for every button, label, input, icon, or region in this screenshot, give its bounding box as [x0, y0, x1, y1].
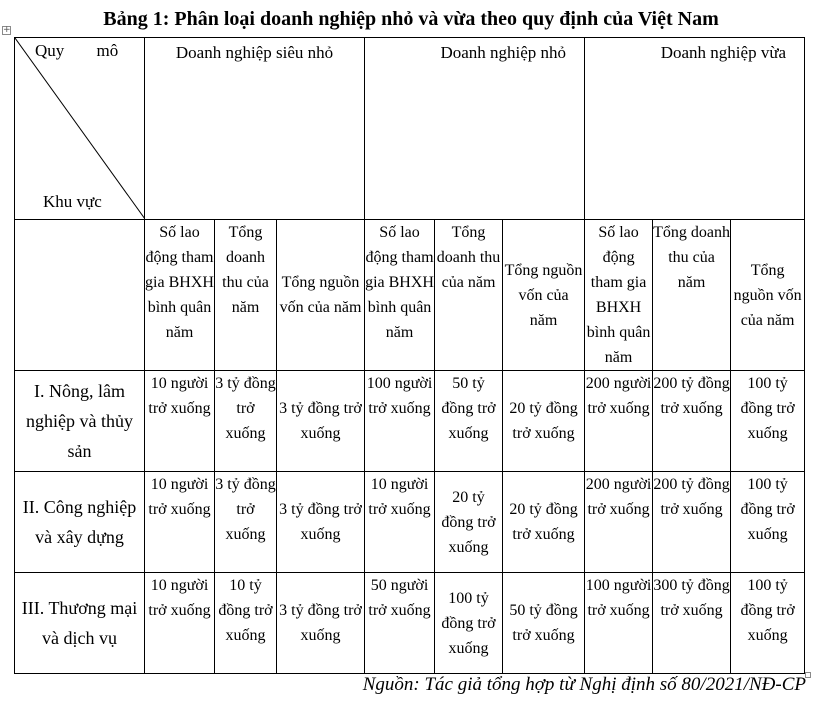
corner-label-scale: Quy mô — [35, 41, 119, 60]
subheader-medium-revenue: Tổng doanh thu của năm — [653, 220, 731, 371]
group-header-medium: Doanh nghiệp vừa — [585, 38, 805, 220]
source-note: Nguồn: Tác giả tổng hợp từ Nghị định số 80/2021/NĐ-CP — [362, 674, 806, 695]
row-label-agriculture: I. Nông, lâm nghiệp và thủy sản — [15, 371, 145, 472]
subheader-small-capital: Tổng nguồn vốn của năm — [503, 220, 585, 371]
table-row — [15, 573, 805, 674]
row-label-industry: II. Công nghiệp và xây dựng — [15, 472, 145, 573]
table-cell: 50 tỷ đồng trở xuống — [503, 573, 585, 674]
table-cell: 200 người trở xuống — [585, 371, 653, 472]
subheader-row — [15, 220, 805, 371]
table-cell: 3 tỷ đồng trở xuống — [277, 371, 365, 472]
table-cell: 100 tỷ đồng trở xuống — [435, 573, 503, 674]
table-cell: 200 tỷ đồng trở xuống — [653, 371, 731, 472]
table-cell: 3 tỷ đồng trở xuống — [277, 573, 365, 674]
subheader-micro-revenue: Tổng doanh thu của năm — [215, 220, 277, 371]
table-cell: 10 người trở xuống — [365, 472, 435, 573]
table-cell: 20 tỷ đồng trở xuống — [503, 371, 585, 472]
subheader-empty-cell — [15, 220, 145, 371]
table-cell: 3 tỷ đồng trở xuống — [215, 472, 277, 573]
table-cell: 200 người trở xuống — [585, 472, 653, 573]
table-cell: 10 người trở xuống — [145, 472, 215, 573]
subheader-micro-capital: Tổng nguồn vốn của năm — [277, 220, 365, 371]
table-title: Bảng 1: Phân loại doanh nghiệp nhỏ và vừa theo quy định của Việt Nam — [103, 8, 719, 30]
subheader-micro-labor: Số lao động tham gia BHXH bình quân năm — [145, 220, 215, 371]
row-label-trade: III. Thương mại và dịch vụ — [15, 573, 145, 674]
table-cell: 50 người trở xuống — [365, 573, 435, 674]
table-cell: 100 người trở xuống — [365, 371, 435, 472]
group-header-micro: Doanh nghiệp siêu nhỏ — [145, 38, 365, 220]
table-cell: 10 tỷ đồng trở xuống — [215, 573, 277, 674]
subheader-small-revenue: Tổng doanh thu của năm — [435, 220, 503, 371]
table-move-handle-icon[interactable]: + — [3, 25, 11, 35]
group-header-small: Doanh nghiệp nhỏ — [365, 38, 585, 220]
table-cell: 20 tỷ đồng trở xuống — [503, 472, 585, 573]
corner-label-sector: Khu vực — [43, 192, 102, 211]
subheader-medium-capital: Tổng nguồn vốn của năm — [731, 220, 805, 371]
table-cell: 10 người trở xuống — [145, 573, 215, 674]
table-cell: 20 tỷ đồng trở xuống — [435, 472, 503, 573]
subheader-small-labor: Số lao động tham gia BHXH bình quân năm — [365, 220, 435, 371]
table-cell: 100 người trở xuống — [585, 573, 653, 674]
table-resize-handle-icon[interactable] — [805, 672, 811, 678]
table-cell: 100 tỷ đồng trở xuống — [731, 371, 805, 472]
table-cell: 200 tỷ đồng trở xuống — [653, 472, 731, 573]
table-row — [15, 472, 805, 573]
table-cell: 300 tỷ đồng trở xuống — [653, 573, 731, 674]
table-cell: 10 người trở xuống — [145, 371, 215, 472]
table-cell: 100 tỷ đồng trở xuống — [731, 472, 805, 573]
sme-classification-table — [14, 37, 805, 674]
table-cell: 3 tỷ đồng trở xuống — [215, 371, 277, 472]
group-header-row — [15, 38, 805, 220]
diagonal-corner-cell — [15, 38, 145, 220]
table-row — [15, 371, 805, 472]
subheader-medium-labor: Số lao động tham gia BHXH bình quân năm — [585, 220, 653, 371]
table-cell: 3 tỷ đồng trở xuống — [277, 472, 365, 573]
table-cell: 50 tỷ đồng trở xuống — [435, 371, 503, 472]
table-cell: 100 tỷ đồng trở xuống — [731, 573, 805, 674]
